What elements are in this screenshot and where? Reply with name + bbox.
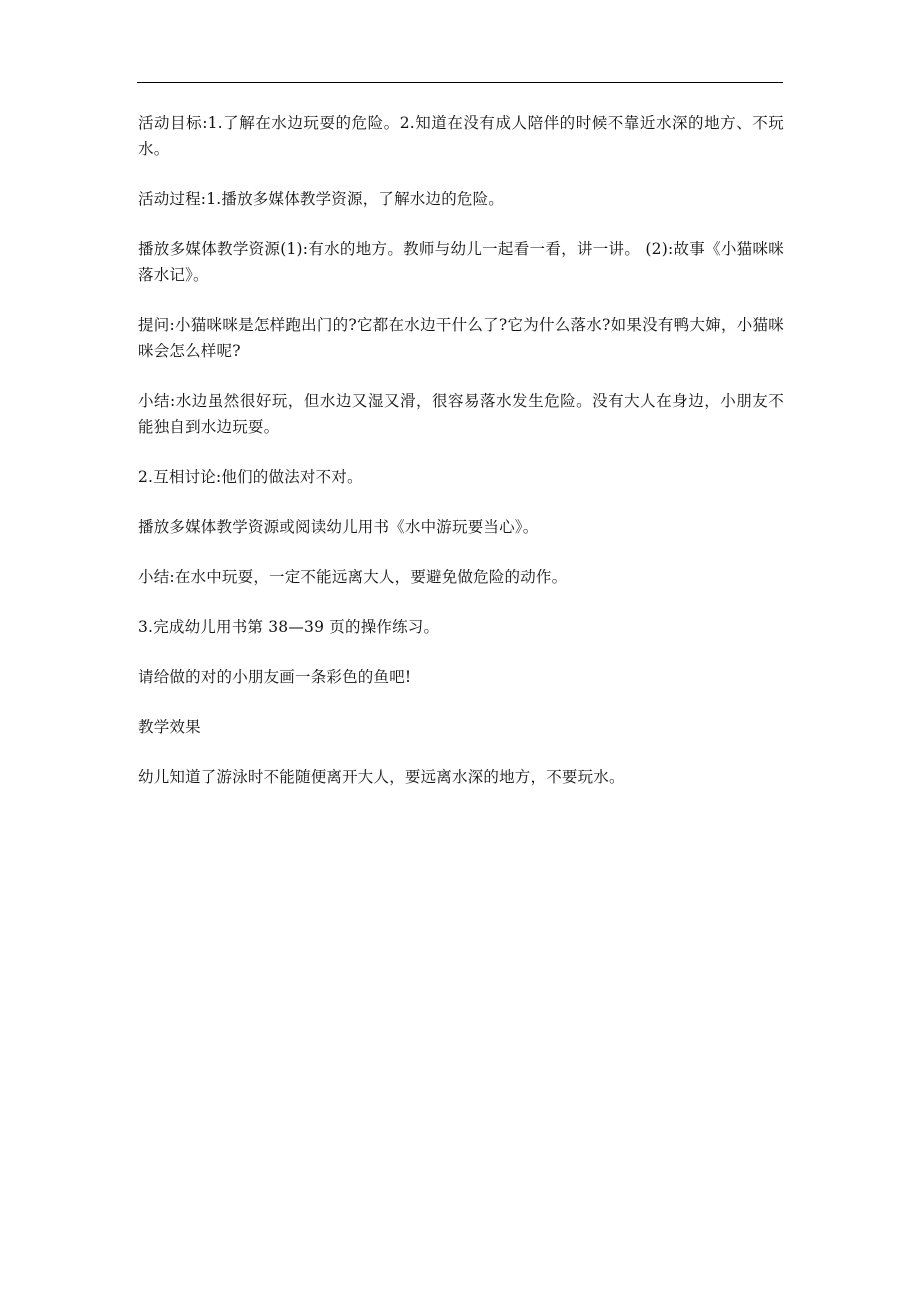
document-body (138, 110, 784, 814)
paragraph-multimedia-story: 播放多媒体教学资源(1):有水的地方。教师与幼儿一起看一看，讲一讲。 (2):故事《小猫咪咪落水记》。 (138, 240, 784, 284)
section-heading-teaching-effect: 教学效果 (138, 718, 201, 736)
paragraph-questions: 提问:小猫咪咪是怎样跑出门的?它都在水边干什么了?它为什么落水?如果没有鸭大婶，小猫咪咪会怎么样呢? (138, 316, 784, 360)
paragraph-summary-water-edge: 小结:水边虽然很好玩，但水边又湿又滑，很容易落水发生危险。没有大人在身边，小朋友不能独自到水边玩耍。 (138, 392, 784, 436)
paragraph-summary-in-water: 小结:在水中玩耍，一定不能远离大人，要避免做危险的动作。 (138, 568, 568, 586)
paragraph-exercise: 3.完成幼儿用书第 38—39 页的操作练习。 (138, 618, 440, 636)
paragraph-activity-process: 活动过程:1.播放多媒体教学资源，了解水边的危险。 (138, 190, 505, 208)
paragraph-activity-goals: 活动目标:1.了解在水边玩耍的危险。2.知道在没有成人陪伴的时候不靠近水深的地方、不玩水。 (138, 114, 784, 158)
paragraph-teaching-effect: 幼儿知道了游泳时不能随便离开大人，要远离水深的地方，不要玩水。 (138, 768, 625, 786)
header-rule (137, 82, 783, 83)
paragraph-reading-book: 播放多媒体教学资源或阅读幼儿用书《水中游玩要当心》。 (138, 518, 539, 536)
paragraph-discussion: 2.互相讨论:他们的做法对不对。 (138, 468, 363, 486)
paragraph-draw-fish: 请给做的对的小朋友画一条彩色的鱼吧! (138, 668, 412, 686)
